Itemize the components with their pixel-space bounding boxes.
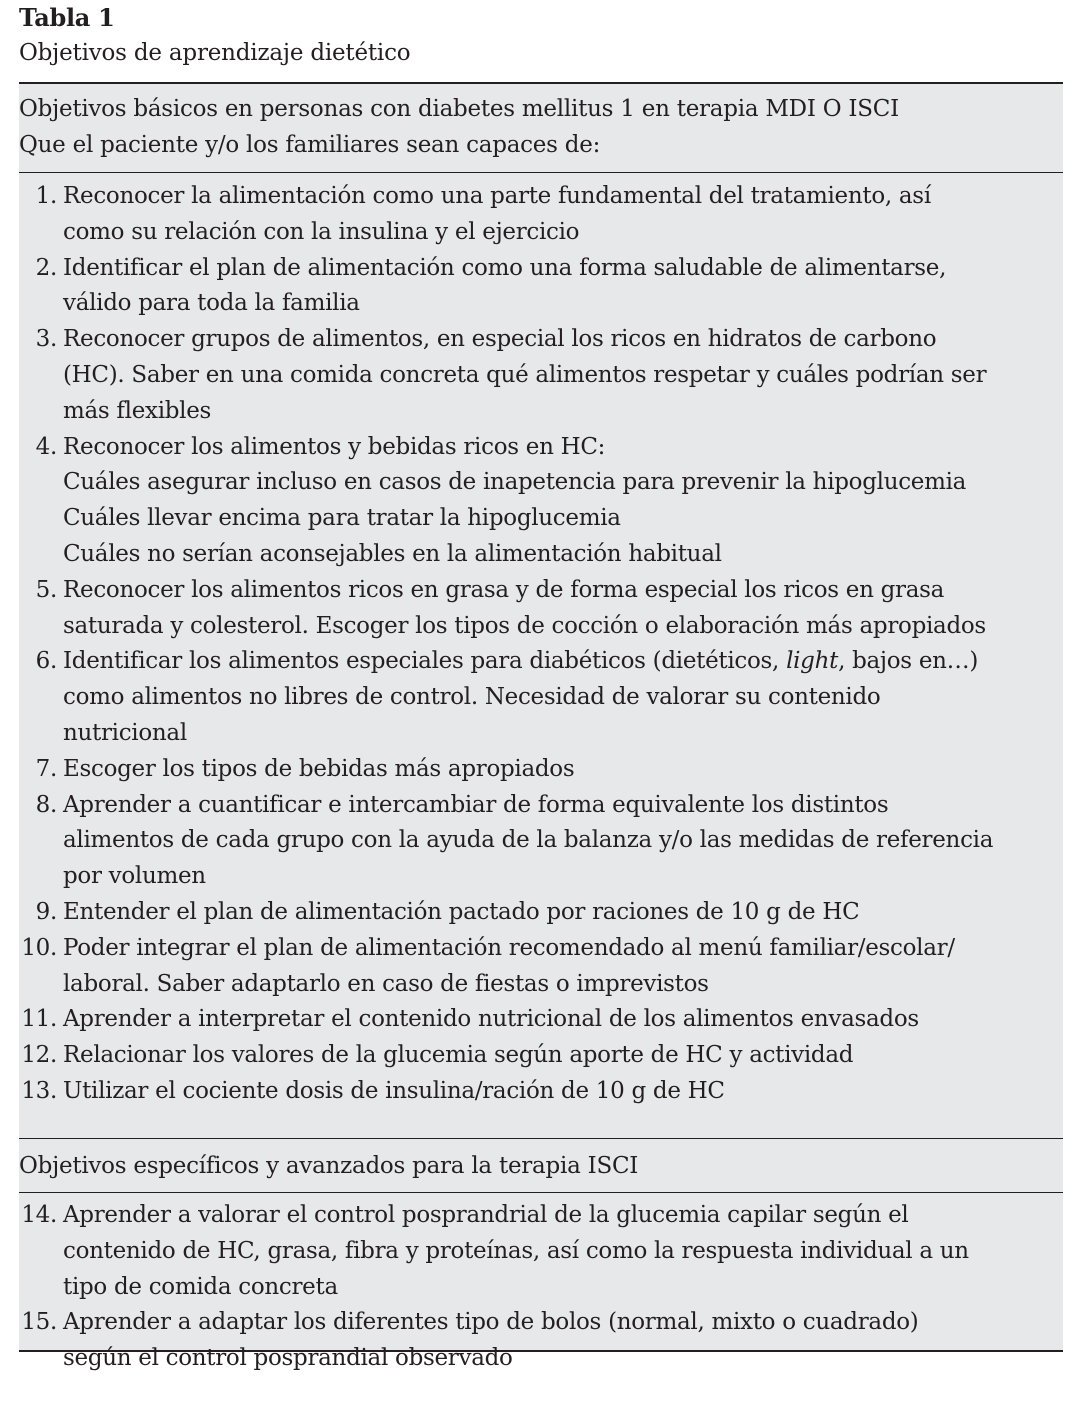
item-number: 15.	[21, 1309, 57, 1336]
advanced-objectives-list	[19, 1198, 1063, 1377]
list-item	[19, 1198, 1063, 1305]
item-number: 11.	[21, 1006, 57, 1033]
item-text: Aprender a valorar el control posprandrial de la glucemia capilar según el	[63, 1202, 909, 1228]
item-text: Aprender a cuantificar e intercambiar de forma equivalente los distintos	[63, 791, 889, 818]
item-text: Cuáles asegurar incluso en casos de inapetencia para prevenir la hipoglucemia	[63, 469, 967, 496]
item-text: laboral. Saber adaptarlo en caso de fiestas o imprevistos	[63, 970, 709, 997]
list-item	[19, 179, 1063, 251]
list-item	[19, 752, 1063, 788]
item-number: 2.	[35, 254, 57, 281]
item-text-emphasis: light	[786, 648, 839, 675]
list-item	[19, 1074, 1063, 1110]
section-advanced-heading: Objetivos específicos y avanzados para la terapia ISCI	[19, 1153, 639, 1179]
item-text: válido para toda la familia	[63, 290, 360, 317]
item-number: 10.	[21, 934, 57, 961]
item-number: 9.	[35, 898, 57, 925]
item-number: 12.	[21, 1042, 57, 1069]
list-item	[19, 251, 1063, 323]
item-text: Aprender a adaptar los diferentes tipo de bolos (normal, mixto o cuadrado)	[63, 1309, 919, 1336]
list-item	[19, 1002, 1063, 1038]
divider-basic-top	[19, 172, 1063, 173]
item-text: Reconocer la alimentación como una parte fundamental del tratamiento, así	[63, 183, 931, 209]
item-number: 4.	[35, 433, 57, 460]
list-item	[19, 322, 1063, 429]
item-text: Utilizar el cociente dosis de insulina/ración de 10 g de HC	[63, 1077, 725, 1104]
item-text: saturada y colesterol. Escoger los tipos de cocción o elaboración más apropiados	[63, 612, 986, 639]
item-text: Relacionar los valores de la glucemia según aporte de HC y actividad	[63, 1042, 854, 1069]
item-text-part: Identificar los alimentos especiales para diabéticos (dietéticos,	[63, 648, 787, 675]
item-text: Identificar el plan de alimentación como una forma saludable de alimentarse,	[63, 254, 947, 281]
item-text: según el control posprandial observado	[63, 1345, 513, 1372]
item-text: contenido de HC, grasa, fibra y proteínas, así como la respuesta individual a un	[63, 1237, 969, 1264]
item-number: 8.	[35, 791, 57, 818]
list-item	[19, 895, 1063, 931]
item-text: Cuáles llevar encima para tratar la hipoglucemia	[63, 505, 621, 532]
table-caption: Objetivos de aprendizaje dietético	[19, 40, 411, 66]
item-number: 5.	[35, 576, 57, 603]
list-item	[19, 573, 1063, 645]
item-number: 14.	[21, 1202, 57, 1228]
table-body	[19, 82, 1063, 1372]
section-basic-subheading: Que el paciente y/o los familiares sean capaces de:	[19, 132, 601, 158]
list-item	[19, 430, 1063, 573]
item-number: 1.	[35, 183, 57, 209]
item-text: Cuáles no serían aconsejables en la alimentación habitual	[63, 540, 722, 567]
item-text: tipo de comida concreta	[63, 1273, 338, 1300]
item-text: como su relación con la insulina y el ejercicio	[63, 218, 580, 245]
list-item	[19, 788, 1063, 895]
item-number: 6.	[35, 648, 57, 675]
item-number: 7.	[35, 755, 57, 782]
item-text: Reconocer los alimentos ricos en grasa y de forma especial los ricos en grasa	[63, 576, 945, 603]
item-text: más flexibles	[63, 397, 212, 424]
item-text: (HC). Saber en una comida concreta qué alimentos respetar y cuáles podrían ser	[63, 361, 987, 388]
item-number: 13.	[21, 1077, 57, 1104]
basic-objectives-list	[19, 179, 1063, 1110]
item-text: Reconocer grupos de alimentos, en especial los ricos en hidratos de carbono	[63, 326, 937, 353]
list-item	[19, 1305, 1063, 1377]
item-text: Aprender a interpretar el contenido nutricional de los alimentos envasados	[63, 1006, 919, 1033]
item-text: por volumen	[63, 863, 206, 890]
item-text: como alimentos no libres de control. Necesidad de valorar su contenido	[63, 684, 881, 711]
list-item	[19, 644, 1063, 751]
item-text: Entender el plan de alimentación pactado por raciones de 10 g de HC	[63, 898, 860, 925]
item-text-part: , bajos en…)	[838, 648, 979, 675]
list-item	[19, 1038, 1063, 1074]
item-text: Escoger los tipos de bebidas más apropiados	[63, 755, 575, 782]
item-text: Poder integrar el plan de alimentación recomendado al menú familiar/escolar/	[63, 934, 955, 961]
table-label: Tabla 1	[19, 3, 115, 32]
item-text: Reconocer los alimentos y bebidas ricos en HC:	[63, 433, 606, 460]
item-text: alimentos de cada grupo con la ayuda de la balanza y/o las medidas de referencia	[63, 827, 994, 854]
item-text	[63, 644, 1063, 680]
divider-advanced-bottom	[19, 1192, 1063, 1193]
item-text: nutricional	[63, 719, 187, 746]
divider-advanced-top	[19, 1138, 1063, 1139]
section-basic-heading: Objetivos básicos en personas con diabetes mellitus 1 en terapia MDI O ISCI	[19, 96, 899, 122]
list-item	[19, 931, 1063, 1003]
item-number: 3.	[35, 326, 57, 353]
